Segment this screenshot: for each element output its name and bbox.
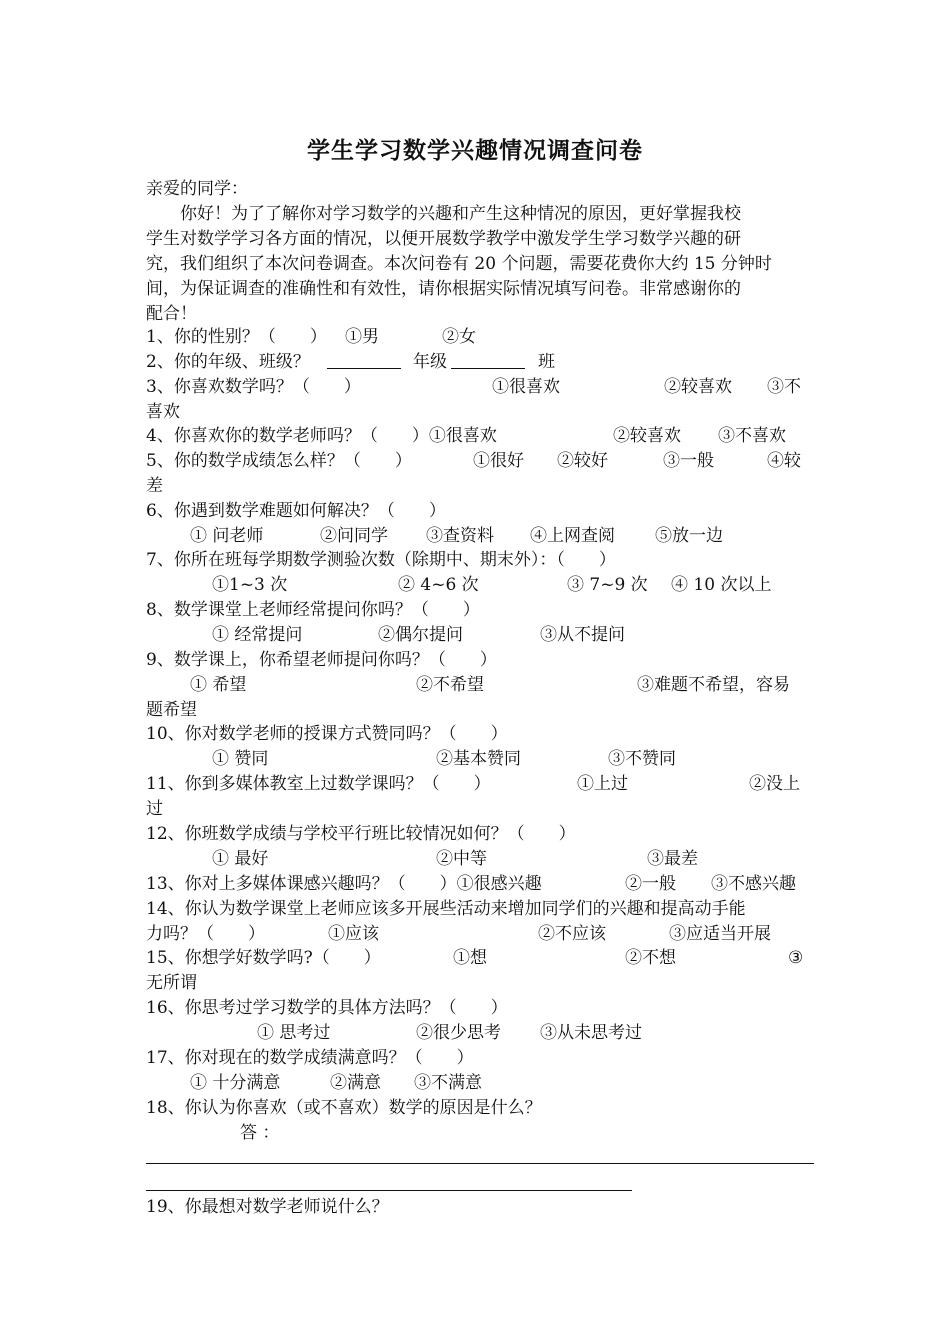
option[interactable]: ②不希望: [416, 675, 484, 695]
answer-line-1[interactable]: [146, 1163, 814, 1164]
question-prompt: 18、你认为你喜欢（或不喜欢）数学的原因是什么？: [146, 1098, 542, 1118]
option[interactable]: ②女: [442, 327, 476, 347]
option[interactable]: ① 问老师: [190, 526, 264, 546]
option[interactable]: ①1~3 次: [212, 575, 288, 595]
option[interactable]: ③查资料: [426, 526, 494, 546]
option[interactable]: ①想: [453, 948, 487, 968]
option[interactable]: ①上过: [577, 774, 628, 794]
option[interactable]: ⑤放一边: [655, 526, 723, 546]
option[interactable]: ① 思考过: [257, 1023, 331, 1043]
question-prompt: 14、你认为数学课堂上老师应该多开展些活动来增加同学们的兴趣和提高动手能: [146, 899, 746, 919]
question-prompt: 4、你喜欢你的数学老师吗？（ ）①很喜欢: [146, 426, 497, 446]
question-prompt: 13、你对上多媒体课感兴趣吗？（ ）①很感兴趣: [146, 874, 542, 894]
survey-page: 学生学习数学兴趣情况调查问卷 亲爱的同学： 你好！为了了解你对学习数学的兴趣和产生这种情况的原因，更好掌握我校 学生对数学学习各方面的情况，以便开展数学教学中激发学生学习数学兴趣的研 究，我们组织了本次问卷调查。本次问卷有 20 个问题，需要花费你大约 15 分钟时 间，为保证调查的准确性和有效性，请你根据实际情况填写问卷。非常感谢你的 配合！ 1、你的性别？（ ） ①男 ②女 2、你的年级、班级？ 年级 班 3、你喜欢数学吗？（ ） ①很喜欢 ②较喜欢 ③不 喜欢 4、你喜欢你的数学老师吗？（ ）①很喜欢 ②较喜欢 ③不喜欢 5、你的数学成绩怎么样？（ ） ①很好 ②较好 ③一般 ④较 差 6、你遇到数学难题如何解决？（ ） ① 问老师 ②问同学 ③查资料 ④上网查阅 ⑤放一边 7、你所在班每学期数学测验次数（除期中、期末外）：（ ） ①1~3 次 ② 4~6 次 ③ 7~9 次 ④ 10 次以上 8、数学课堂上老师经常提问你吗？（ ） ① 经常提问 ②偶尔提问 ③从不提问 9、数学课上，你希望老师提问你吗？（ ） ① 希望 ②不希望 ③难题不希望，容易 题希望 10、你对数学老师的授课方式赞同吗？（ ） ① 赞同 ②基本赞同 ③不赞同 11、你到多媒体教室上过数学课吗？（ ） ①上过 ②没上 过 12、你班数学成绩与学校平行班比较情况如何？（ ） ① 最好 ②中等 ③最差 13、你对上多媒体课感兴趣吗？（ ）①很感兴趣 ②一般 ③不感兴趣 14、你认为数学课堂上老师应该多开展些活动来增加同学们的兴趣和提高动手能 力吗？（ ） ①应该 ②不应该 ③应适当开展 15、你想学好数学吗?（ ） ①想 ②不想 ③ 无所谓 16、你思考过学习数学的具体方法吗？（ ） ① 思考过 ②很少思考 ③从未思考过 17、你对现在的数学成绩满意吗？（ ） ① 十分满意 ②满意 ③不满意 18、你认为你喜欢（或不喜欢）数学的原因是什么？ 答 ： 19、你最想对数学老师说什么？: [0, 0, 950, 1344]
option[interactable]: ②问同学: [320, 526, 388, 546]
question-prompt: 3、你喜欢数学吗？（ ）: [146, 377, 361, 397]
option[interactable]: ③不感兴趣: [711, 874, 796, 894]
option[interactable]: ① 赞同: [212, 749, 269, 769]
question-prompt: 2、你的年级、班级？: [146, 352, 310, 372]
option[interactable]: ②不想: [625, 948, 676, 968]
option[interactable]: ②中等: [436, 849, 487, 869]
question-prompt: 12、你班数学成绩与学校平行班比较情况如何？（ ）: [146, 824, 576, 844]
option[interactable]: ②很少思考: [416, 1023, 501, 1043]
grade-blank[interactable]: [327, 350, 401, 375]
option[interactable]: ③从未思考过: [540, 1023, 642, 1043]
class-blank[interactable]: [451, 350, 525, 375]
option[interactable]: ①很喜欢: [492, 377, 560, 397]
option[interactable]: ③最差: [647, 849, 698, 869]
option[interactable]: ①很好: [473, 451, 524, 471]
option[interactable]: ① 最好: [212, 849, 269, 869]
option[interactable]: ④较: [767, 451, 801, 471]
option[interactable]: ③应适当开展: [669, 924, 771, 944]
option[interactable]: ①男: [345, 327, 379, 347]
option[interactable]: ① 经常提问: [212, 625, 303, 645]
option[interactable]: ②较喜欢: [664, 377, 732, 397]
option[interactable]: ③从不提问: [540, 625, 625, 645]
option[interactable]: ③难题不希望，容易: [637, 675, 790, 695]
option[interactable]: ②基本赞同: [436, 749, 521, 769]
option[interactable]: ③不满意: [414, 1073, 482, 1093]
option[interactable]: ② 4~6 次: [398, 575, 479, 595]
question-prompt: 11、你到多媒体教室上过数学课吗？（ ）: [146, 774, 491, 794]
option[interactable]: ④上网查阅: [530, 526, 615, 546]
option[interactable]: ②较好: [557, 451, 608, 471]
option[interactable]: ① 希望: [190, 675, 247, 695]
question-prompt: 9、数学课上，你希望老师提问你吗？（ ）: [146, 650, 497, 670]
option[interactable]: ②较喜欢: [613, 426, 681, 446]
question-prompt: 15、你想学好数学吗?（ ）: [146, 948, 381, 968]
option[interactable]: ②一般: [625, 874, 676, 894]
option[interactable]: ②满意: [330, 1073, 381, 1093]
option[interactable]: ③: [788, 948, 804, 968]
answer-line-2[interactable]: [146, 1190, 632, 1191]
option[interactable]: ① 十分满意: [190, 1073, 281, 1093]
question-prompt: 16、你思考过学习数学的具体方法吗？（ ）: [146, 998, 508, 1018]
question-prompt: 19、你最想对数学老师说什么？: [146, 1197, 389, 1217]
option[interactable]: ③ 7~9 次: [567, 575, 648, 595]
option[interactable]: ②偶尔提问: [378, 625, 463, 645]
answer-label: 答 ：: [240, 1123, 280, 1143]
option[interactable]: ②不应该: [538, 924, 606, 944]
grade-label: 年级: [413, 352, 447, 372]
class-label: 班: [538, 352, 555, 372]
option[interactable]: ②没上: [749, 774, 800, 794]
option[interactable]: ③不喜欢: [718, 426, 786, 446]
option[interactable]: ④ 10 次以上: [671, 575, 772, 595]
question-prompt: 17、你对现在的数学成绩满意吗？（ ）: [146, 1048, 474, 1068]
page-title: 学生学习数学兴趣情况调查问卷: [307, 137, 643, 164]
question-prompt: 7、你所在班每学期数学测验次数（除期中、期末外）：（ ）: [146, 550, 616, 570]
option[interactable]: ③不: [767, 377, 801, 397]
question-prompt: 8、数学课堂上老师经常提问你吗？（ ）: [146, 600, 480, 620]
question-prompt: 5、你的数学成绩怎么样？（ ）: [146, 451, 412, 471]
option[interactable]: ③不赞同: [608, 749, 676, 769]
option[interactable]: ③一般: [663, 451, 714, 471]
option[interactable]: ①应该: [328, 924, 379, 944]
question-prompt: 6、你遇到数学难题如何解决？（ ）: [146, 501, 446, 521]
question-prompt: 1、你的性别？（ ）: [146, 327, 327, 347]
question-prompt: 10、你对数学老师的授课方式赞同吗？（ ）: [146, 724, 508, 744]
